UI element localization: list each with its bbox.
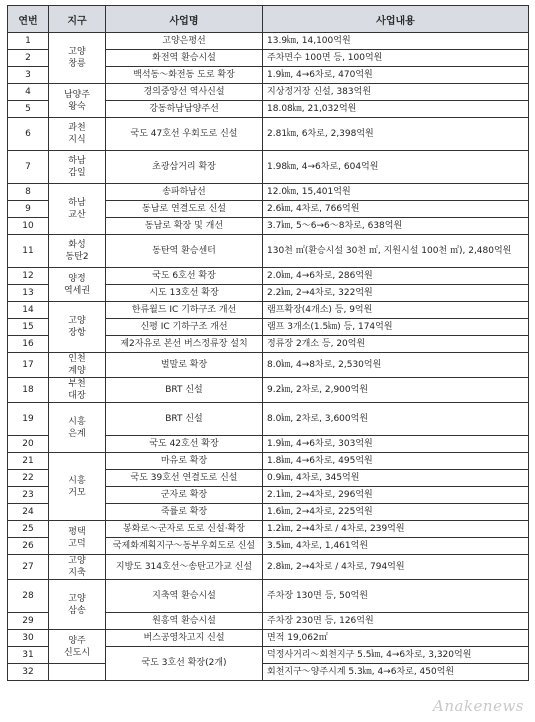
table-body <box>8 33 529 681</box>
row-number: 17 <box>8 353 49 378</box>
project-name-cell-merged: 국도 3호선 확장(2개) <box>106 647 263 681</box>
project-content-cell: 0.9㎞, 4차로, 345억원 <box>263 470 529 487</box>
transport-project-table <box>7 5 529 681</box>
district-cell: 하남 교산 <box>49 184 106 235</box>
row-number: 9 <box>8 201 49 218</box>
project-name-cell: 한류월드 IC 기하구조 개선 <box>106 302 263 319</box>
project-content-cell: 주차면수 100면 등, 100억원 <box>263 50 529 67</box>
table-row <box>8 353 529 378</box>
project-content-cell: 덕정사거리～회천지구 5.5㎞, 4→6차로, 3,320억원 <box>263 647 529 664</box>
table-row <box>8 151 529 184</box>
project-name-cell: 초광삼거리 확장 <box>106 151 263 184</box>
project-content-cell: 1.9㎞, 4→6차로, 470억원 <box>263 67 529 84</box>
row-number: 11 <box>8 235 49 268</box>
project-name-cell: 화전역 환승시설 <box>106 50 263 67</box>
table-row <box>8 580 529 613</box>
project-content-cell: 1.9㎞, 4→6차로, 303억원 <box>263 436 529 453</box>
project-name-cell: 국도 47호선 우회도로 신설 <box>106 118 263 151</box>
table-row <box>8 453 529 470</box>
project-content-cell: 9.2㎞, 2차로, 2,900억원 <box>263 378 529 403</box>
project-name-cell: 경의중앙선 역사신설 <box>106 84 263 101</box>
project-content-cell: 1.6㎞, 2→4차로, 225억원 <box>263 504 529 521</box>
row-number: 15 <box>8 319 49 336</box>
project-name-cell: 국제화계획지구～동부우회도로 신설 <box>106 538 263 555</box>
table-row <box>8 664 529 681</box>
row-number: 25 <box>8 521 49 538</box>
project-content-cell: 램프확장(4개소) 등, 9억원 <box>263 302 529 319</box>
row-number: 12 <box>8 268 49 285</box>
row-number: 1 <box>8 33 49 50</box>
project-content-cell: 1.98㎞, 4→6차로, 604억원 <box>263 151 529 184</box>
row-number: 20 <box>8 436 49 453</box>
table-row <box>8 555 529 580</box>
row-number: 10 <box>8 218 49 235</box>
row-number: 18 <box>8 378 49 403</box>
project-name-cell: 강동하남남양주선 <box>106 101 263 118</box>
district-cell: 평택 고덕 <box>49 521 106 555</box>
district-cell: 양주 신도시 <box>49 630 106 664</box>
project-content-cell: 3.7㎞, 5～6→6～8차로, 638억원 <box>263 218 529 235</box>
row-number: 23 <box>8 487 49 504</box>
project-name-cell: 군자로 확장 <box>106 487 263 504</box>
project-content-cell: 2.1㎞, 2→4차로, 296억원 <box>263 487 529 504</box>
project-table-container <box>7 5 528 717</box>
table-row <box>8 378 529 403</box>
row-number: 7 <box>8 151 49 184</box>
district-cell: 인천 계양 <box>49 353 106 378</box>
row-number: 30 <box>8 630 49 647</box>
row-number: 27 <box>8 555 49 580</box>
project-content-cell: 면적 19,062㎡ <box>263 630 529 647</box>
table-row <box>8 84 529 101</box>
project-content-cell: 13.9㎞, 14,100억원 <box>263 33 529 50</box>
project-name-cell: 죽률로 확장 <box>106 504 263 521</box>
project-name-cell: 신평 IC 기하구조 개선 <box>106 319 263 336</box>
row-number: 22 <box>8 470 49 487</box>
project-name-cell: 백석동～화전동 도로 확장 <box>106 67 263 84</box>
table-row <box>8 630 529 647</box>
project-name-cell: 국도 42호선 확장 <box>106 436 263 453</box>
header-content: 사업내용 <box>263 6 529 33</box>
project-name-cell: 원흥역 환승시설 <box>106 613 263 630</box>
row-number: 2 <box>8 50 49 67</box>
project-content-cell: 18.08㎞, 21,032억원 <box>263 101 529 118</box>
district-cell: 양정 역세권 <box>49 268 106 302</box>
project-content-cell: 2.6㎞, 4차로, 766억원 <box>263 201 529 218</box>
project-content-cell: 회천지구～양주시계 5.3㎞, 4→6차로, 450억원 <box>263 664 529 681</box>
project-name-cell: BRT 신설 <box>106 378 263 403</box>
district-cell: 남양주 왕숙 <box>49 84 106 118</box>
project-name-cell: 고양은평선 <box>106 33 263 50</box>
row-number: 24 <box>8 504 49 521</box>
project-name-cell: 국도 39호선 연결도로 신설 <box>106 470 263 487</box>
project-content-cell: 8.0㎞, 4→8차로, 2,530억원 <box>263 353 529 378</box>
district-cell: 부천 대장 <box>49 378 106 403</box>
table-header-row <box>8 6 529 33</box>
district-cell: 고양 삼송 <box>49 580 106 630</box>
district-cell: 과천 지식 <box>49 118 106 151</box>
table-row <box>8 235 529 268</box>
project-content-cell: 2.2㎞, 2→4차로, 322억원 <box>263 285 529 302</box>
header-no: 연번 <box>8 6 49 33</box>
project-name-cell: 봉화로～군자로 도로 신설·확장 <box>106 521 263 538</box>
project-name-cell: 동탄역 환승센터 <box>106 235 263 268</box>
project-content-cell: 램프 3개소(1.5㎞) 등, 174억원 <box>263 319 529 336</box>
project-content-cell: 8.0㎞, 2차로, 3,600억원 <box>263 403 529 436</box>
district-cell: 고양 지축 <box>49 555 106 580</box>
row-number: 14 <box>8 302 49 319</box>
project-content-cell: 1.2㎞, 2→4차로 / 4차로, 239억원 <box>263 521 529 538</box>
district-cell: 하남 감일 <box>49 151 106 184</box>
project-name-cell: 송파하남선 <box>106 184 263 201</box>
header-district: 지구 <box>49 6 106 33</box>
table-row <box>8 302 529 319</box>
project-name-cell: 국도 6호선 확장 <box>106 268 263 285</box>
project-name-cell: 동남로 연결도로 신설 <box>106 201 263 218</box>
row-number: 19 <box>8 403 49 436</box>
project-name-cell: 지방도 314호선～송탄고가교 신설 <box>106 555 263 580</box>
district-cell: 시흥 거모 <box>49 453 106 521</box>
district-cell: 고양 장항 <box>49 302 106 353</box>
project-content-cell: 정류장 2개소 등, 20억원 <box>263 336 529 353</box>
table-row <box>8 118 529 151</box>
district-cell: 화성 동탄2 <box>49 235 106 268</box>
row-number: 6 <box>8 118 49 151</box>
project-name-cell: 벌말로 확장 <box>106 353 263 378</box>
project-content-cell: 주차장 130면 등, 50억원 <box>263 580 529 613</box>
project-content-cell: 3.5㎞, 4차로, 1,461억원 <box>263 538 529 555</box>
row-number: 32 <box>8 664 49 681</box>
project-name-cell: 동남로 확장 및 개선 <box>106 218 263 235</box>
row-number: 8 <box>8 184 49 201</box>
district-cell <box>49 664 106 681</box>
header-project: 사업명 <box>106 6 263 33</box>
row-number: 16 <box>8 336 49 353</box>
row-number: 4 <box>8 84 49 101</box>
row-number: 26 <box>8 538 49 555</box>
project-name-cell: 시도 13호선 확장 <box>106 285 263 302</box>
row-number: 29 <box>8 613 49 630</box>
row-number: 5 <box>8 101 49 118</box>
project-content-cell: 지상정거장 신설, 383억원 <box>263 84 529 101</box>
project-content-cell: 주차장 230면 등, 126억원 <box>263 613 529 630</box>
row-number: 21 <box>8 453 49 470</box>
table-row <box>8 521 529 538</box>
project-name-cell: 버스공영차고지 신설 <box>106 630 263 647</box>
table-row <box>8 33 529 50</box>
project-name-cell: BRT 신설 <box>106 403 263 436</box>
table-row <box>8 268 529 285</box>
project-content-cell: 130천 ㎡(환승시설 30천 ㎡, 지원시설 100천 ㎡), 2,480억원 <box>263 235 529 268</box>
row-number: 3 <box>8 67 49 84</box>
district-cell: 고양 창릉 <box>49 33 106 84</box>
row-number: 31 <box>8 647 49 664</box>
project-content-cell: 2.8㎞, 2→4차로 / 4차로, 794억원 <box>263 555 529 580</box>
watermark-logo: Anakenews <box>433 697 524 715</box>
row-number: 13 <box>8 285 49 302</box>
project-content-cell: 2.0㎞, 4→6차로, 286억원 <box>263 268 529 285</box>
row-number: 28 <box>8 580 49 613</box>
project-content-cell: 1.8㎞, 4→6차로, 495억원 <box>263 453 529 470</box>
project-name-cell: 마유로 확장 <box>106 453 263 470</box>
project-content-cell: 12.0㎞, 15,401억원 <box>263 184 529 201</box>
table-row <box>8 403 529 436</box>
district-cell: 시흥 은계 <box>49 403 106 453</box>
project-content-cell: 2.81㎞, 6차로, 2,398억원 <box>263 118 529 151</box>
project-name-cell: 지축역 환승시설 <box>106 580 263 613</box>
table-row <box>8 184 529 201</box>
project-name-cell: 제2자유로 본선 버스정류장 설치 <box>106 336 263 353</box>
